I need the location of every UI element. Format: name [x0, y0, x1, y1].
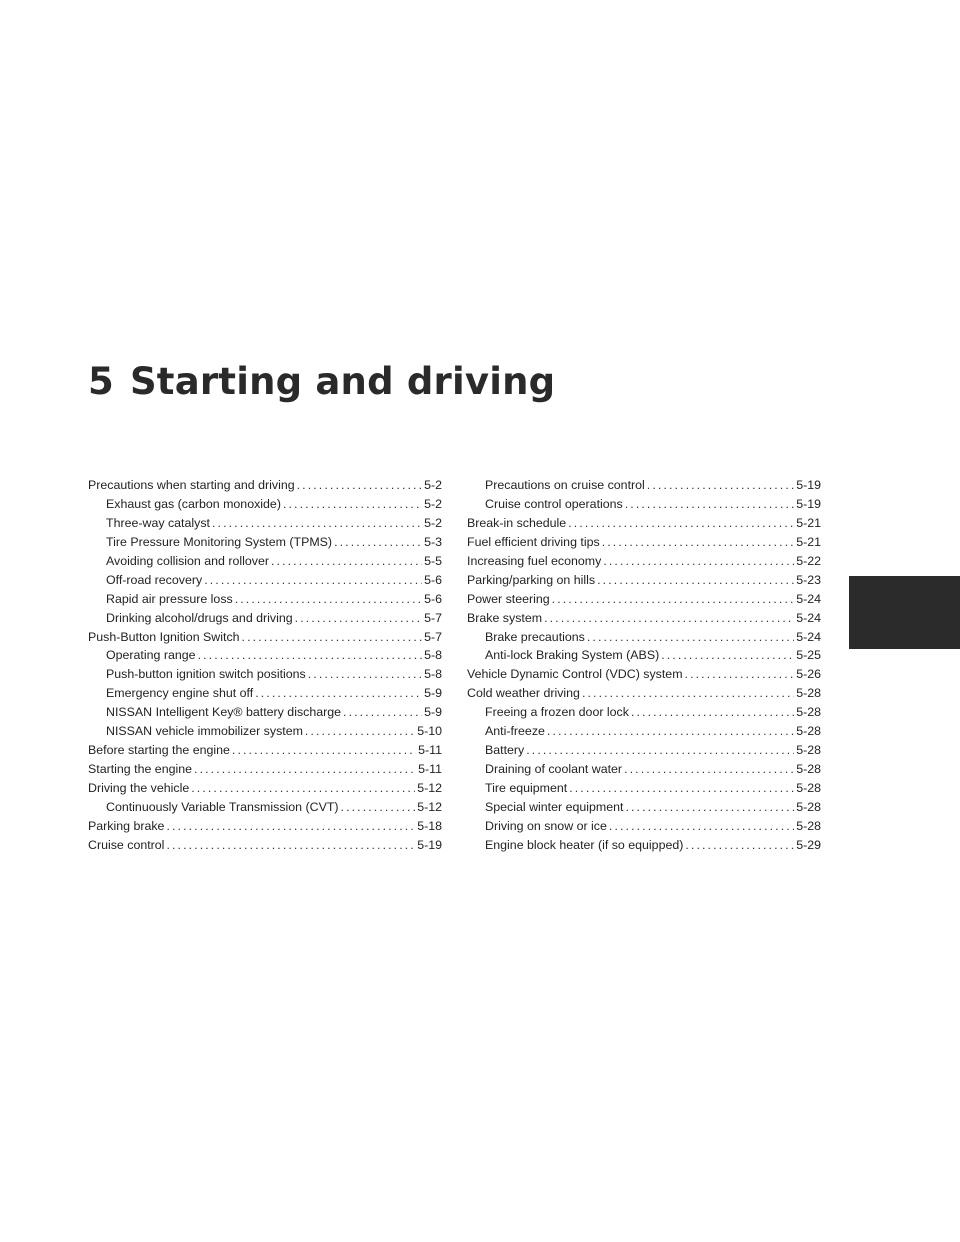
toc-entry[interactable]: [88, 798, 442, 817]
toc-entry[interactable]: [88, 703, 442, 722]
toc-leader-dots: [198, 646, 423, 665]
toc-entry-page: 5-28: [796, 799, 821, 814]
toc-entry[interactable]: [88, 684, 442, 703]
toc-leader-dots: [204, 571, 422, 590]
toc-leader-dots: [597, 571, 794, 590]
toc-leader-dots: [587, 628, 794, 647]
toc-entry-page: 5-28: [796, 781, 821, 795]
toc-entry-page: 5-7: [424, 610, 442, 625]
toc-entry-title: Rapid air pressure loss: [106, 591, 233, 606]
toc-entry-title: Off-road recovery: [106, 572, 203, 587]
toc-entry-title: Cruise control operations: [485, 496, 623, 511]
toc-column-left: [88, 476, 442, 855]
toc-entry-title: Increasing fuel economy: [467, 553, 602, 568]
toc-leader-dots: [305, 722, 415, 741]
toc-entry-page: 5-6: [424, 591, 442, 606]
toc-leader-dots: [625, 798, 794, 817]
toc-entry-title: Fuel efficient driving tips: [467, 534, 600, 549]
toc-entry[interactable]: [467, 798, 821, 817]
toc-entry-title: Brake system: [467, 610, 543, 625]
toc-leader-dots: [191, 779, 415, 798]
toc-entry[interactable]: [88, 609, 442, 628]
toc-leader-dots: [194, 760, 416, 779]
toc-entry-title: Driving the vehicle: [88, 781, 190, 795]
toc-entry-page: 5-11: [418, 743, 442, 758]
toc-entry[interactable]: [467, 741, 821, 760]
toc-leader-dots: [343, 703, 422, 722]
toc-entry[interactable]: [467, 779, 821, 798]
toc-entry[interactable]: [88, 836, 442, 855]
toc-entry-page: 5-21: [796, 534, 821, 549]
toc-entry-page: 5-2: [424, 478, 442, 492]
toc-entry[interactable]: [88, 514, 442, 533]
toc-entry-title: Precautions when starting and driving: [88, 478, 295, 492]
toc-entry-page: 5-26: [796, 667, 821, 682]
chapter-title-text: Starting and driving: [129, 360, 556, 403]
toc-entry[interactable]: [467, 552, 821, 571]
toc-entry[interactable]: [88, 495, 442, 514]
toc-entry-title: Tire Pressure Monitoring System (TPMS): [106, 534, 333, 549]
toc-entry[interactable]: [467, 817, 821, 836]
toc-leader-dots: [647, 476, 794, 495]
toc-leader-dots: [568, 514, 794, 533]
toc-entry[interactable]: [467, 590, 821, 609]
toc-entry-title: Break-in schedule: [467, 515, 567, 530]
toc-entry-title: Cold weather driving: [467, 686, 580, 701]
toc-entry-title: Starting the engine: [88, 762, 193, 777]
toc-entry-title: Power steering: [467, 591, 550, 606]
toc-leader-dots: [334, 533, 422, 552]
toc-leader-dots: [166, 836, 415, 855]
toc-entry-title: Parking brake: [88, 818, 165, 833]
toc-entry-page: 5-19: [796, 496, 821, 511]
toc-entry-page: 5-6: [424, 572, 442, 587]
toc-entry[interactable]: [467, 628, 821, 647]
toc-leader-dots: [526, 741, 794, 760]
toc-entry[interactable]: [88, 779, 442, 798]
toc-leader-dots: [255, 684, 422, 703]
toc-entry-page: 5-2: [424, 515, 442, 530]
toc-entry[interactable]: [88, 590, 442, 609]
toc-entry-title: Engine block heater (if so equipped): [485, 837, 684, 852]
toc-leader-dots: [602, 533, 794, 552]
toc-entry-page: 5-19: [417, 837, 442, 852]
toc-entry[interactable]: [88, 665, 442, 684]
toc-entry-page: 5-3: [424, 534, 442, 549]
toc-entry-title: Push-Button Ignition Switch: [88, 629, 240, 644]
toc-leader-dots: [631, 703, 794, 722]
toc-entry-page: 5-12: [417, 799, 442, 814]
toc-entry[interactable]: [467, 722, 821, 741]
toc-entry[interactable]: [467, 646, 821, 665]
toc-entry-page: 5-24: [796, 610, 821, 625]
toc-leader-dots: [544, 609, 794, 628]
toc-entry-title: Before starting the engine: [88, 743, 230, 758]
toc-entry[interactable]: [88, 552, 442, 571]
toc-entry-title: NISSAN vehicle immobilizer system: [106, 724, 303, 739]
toc-leader-dots: [235, 590, 422, 609]
toc-leader-dots: [166, 817, 415, 836]
toc-leader-dots: [582, 684, 794, 703]
toc-leader-dots: [297, 476, 422, 495]
toc-leader-dots: [547, 722, 794, 741]
toc-entry-title: Anti-lock Braking System (ABS): [485, 648, 660, 663]
toc-entry-title: Tire equipment: [485, 781, 568, 795]
toc-entry[interactable]: [467, 533, 821, 552]
toc-entry-title: Exhaust gas (carbon monoxide): [106, 496, 281, 511]
chapter-thumb-tab: [849, 576, 960, 649]
toc-entry-title: Special winter equipment: [485, 799, 624, 814]
toc-entry-title: Emergency engine shut off: [106, 686, 254, 701]
toc-entry-title: Draining of coolant water: [485, 762, 623, 777]
toc-entry-page: 5-28: [796, 686, 821, 701]
toc-entry-title: Three-way catalyst: [106, 515, 210, 530]
toc-entry-page: 5-2: [424, 496, 442, 511]
toc-entry-title: Precautions on cruise control: [485, 478, 645, 492]
toc-leader-dots: [212, 514, 422, 533]
toc-entry-page: 5-28: [796, 705, 821, 720]
toc-entry-title: Cruise control: [88, 837, 165, 852]
toc-entry-page: 5-23: [796, 572, 821, 587]
toc-entry-page: 5-24: [796, 629, 821, 644]
toc-entry-page: 5-9: [424, 705, 442, 720]
toc-entry-page: 5-22: [796, 553, 821, 568]
chapter-number: 5: [88, 360, 114, 403]
toc-entry[interactable]: [88, 722, 442, 741]
toc-leader-dots: [232, 741, 416, 760]
toc-entry-page: 5-29: [796, 837, 821, 852]
toc-entry-page: 5-18: [417, 818, 442, 833]
toc-entry-page: 5-11: [418, 762, 442, 777]
toc-entry-page: 5-25: [796, 648, 821, 663]
toc-entry-title: Freeing a frozen door lock: [485, 705, 629, 720]
toc-entry-page: 5-28: [796, 724, 821, 739]
toc-entry-title: Anti-freeze: [485, 724, 545, 739]
toc-entry-title: Battery: [485, 743, 525, 758]
toc-leader-dots: [685, 665, 795, 684]
toc-entry-page: 5-12: [417, 781, 442, 795]
toc-entry-page: 5-28: [796, 743, 821, 758]
toc-leader-dots: [685, 836, 794, 855]
toc-entry-page: 5-8: [424, 648, 442, 663]
toc-entry-page: 5-10: [417, 724, 442, 739]
toc-entry[interactable]: [88, 646, 442, 665]
toc-entry-page: 5-9: [424, 686, 442, 701]
toc-entry-title: Continuously Variable Transmission (CVT): [106, 799, 339, 814]
toc-entry[interactable]: [467, 684, 821, 703]
toc-leader-dots: [552, 590, 795, 609]
toc-entry[interactable]: [88, 571, 442, 590]
toc-leader-dots: [283, 495, 422, 514]
toc-entry-page: 5-21: [796, 515, 821, 530]
toc-entry-page: 5-28: [796, 762, 821, 777]
toc-entry-title: Push-button ignition switch positions: [106, 667, 306, 682]
toc-entry[interactable]: [467, 665, 821, 684]
toc-entry-title: Parking/parking on hills: [467, 572, 596, 587]
toc-entry[interactable]: [467, 571, 821, 590]
toc-entry-title: Operating range: [106, 648, 196, 663]
toc-entry[interactable]: [88, 476, 442, 495]
toc-entry-page: 5-19: [796, 478, 821, 492]
toc-entry[interactable]: [467, 836, 821, 855]
toc-entry[interactable]: [467, 495, 821, 514]
toc-entry[interactable]: [467, 760, 821, 779]
toc-entry-title: NISSAN Intelligent Key® battery discharge: [106, 705, 342, 720]
toc-leader-dots: [295, 609, 422, 628]
toc-leader-dots: [569, 779, 794, 798]
toc-leader-dots: [242, 628, 423, 647]
toc-leader-dots: [624, 760, 794, 779]
chapter-title: [88, 360, 555, 403]
toc-entry-title: Driving on snow or ice: [485, 818, 607, 833]
toc-entry[interactable]: [88, 817, 442, 836]
toc-leader-dots: [603, 552, 794, 571]
toc-entry[interactable]: [467, 476, 821, 495]
toc-entry[interactable]: [88, 760, 442, 779]
toc-entry-page: 5-28: [796, 818, 821, 833]
toc-entry[interactable]: [88, 741, 442, 760]
toc-entry-page: 5-7: [424, 629, 442, 644]
toc-entry-title: Brake precautions: [485, 629, 585, 644]
toc-leader-dots: [308, 665, 422, 684]
toc-entry-title: Avoiding collision and rollover: [106, 553, 270, 568]
toc-entry-title: Vehicle Dynamic Control (VDC) system: [467, 667, 683, 682]
toc-entry-page: 5-5: [424, 553, 442, 568]
toc-leader-dots: [271, 552, 422, 571]
toc-entry-page: 5-24: [796, 591, 821, 606]
toc-leader-dots: [341, 798, 416, 817]
toc-entry[interactable]: [467, 609, 821, 628]
toc-entry[interactable]: [88, 533, 442, 552]
toc-leader-dots: [625, 495, 794, 514]
toc-entry[interactable]: [88, 628, 442, 647]
toc-entry[interactable]: [467, 703, 821, 722]
toc-column-right: [467, 476, 821, 855]
toc-entry-title: Drinking alcohol/drugs and driving: [106, 610, 293, 625]
toc-entry-page: 5-8: [424, 667, 442, 682]
toc-leader-dots: [609, 817, 794, 836]
toc-leader-dots: [661, 646, 794, 665]
toc-entry[interactable]: [467, 514, 821, 533]
